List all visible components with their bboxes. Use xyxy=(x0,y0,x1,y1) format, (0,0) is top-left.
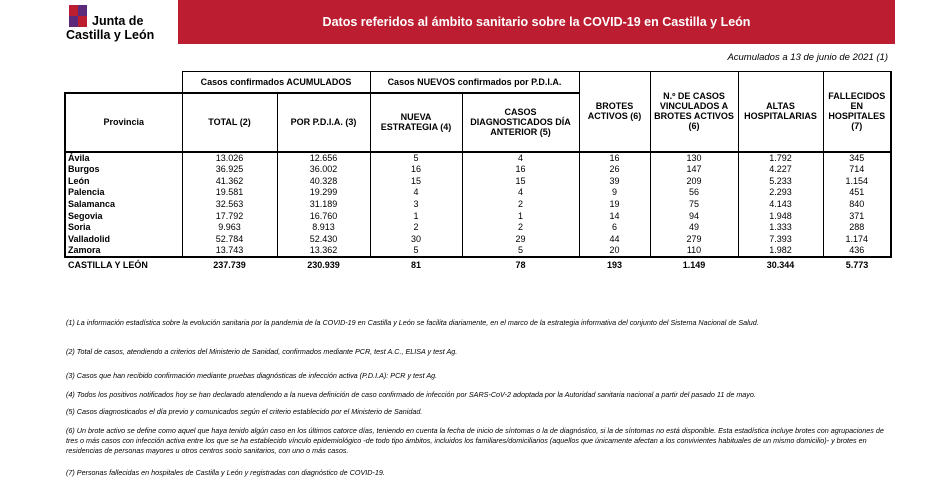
date-note: Acumulados a 13 de junio de 2021 (1) xyxy=(727,52,888,63)
cell-provincia: Palencia xyxy=(65,187,182,199)
cell-fallecidos: 1.174 xyxy=(823,233,891,245)
cell-vinculados: 209 xyxy=(650,175,738,187)
cell-pdia: 16.760 xyxy=(277,210,370,222)
cell-vinculados: 75 xyxy=(650,198,738,210)
cell-provincia: León xyxy=(65,175,182,187)
cell-altas: 4.227 xyxy=(738,163,823,175)
cell-nueva-estrategia: 3 xyxy=(370,198,462,210)
cell-pdia: 40.328 xyxy=(277,175,370,187)
col-header-brotes: BROTES ACTIVOS (6) xyxy=(579,72,650,152)
cell-pdia: 36.002 xyxy=(277,163,370,175)
cell-fallecidos: 288 xyxy=(823,222,891,234)
cell-altas: 5.233 xyxy=(738,175,823,187)
cell-dia-anterior: 2 xyxy=(462,222,579,234)
cell-dia-anterior: 2 xyxy=(462,198,579,210)
cell-altas: 1.948 xyxy=(738,210,823,222)
total-fallecidos: 5.773 xyxy=(845,259,869,270)
col-header-total: TOTAL (2) xyxy=(182,93,277,152)
total-provincia: CASTILLA Y LEÓN xyxy=(68,259,148,270)
cell-vinculados: 94 xyxy=(650,210,738,222)
covid-data-table xyxy=(64,71,892,272)
cell-pdia: 19.299 xyxy=(277,187,370,199)
cell-vinculados: 110 xyxy=(650,245,738,257)
cell-dia-anterior: 16 xyxy=(462,163,579,175)
cell-total: 41.362 xyxy=(182,175,277,187)
table-row xyxy=(65,187,891,199)
cell-nueva-estrategia: 15 xyxy=(370,175,462,187)
total-nueva-estrategia: 81 xyxy=(410,259,421,270)
cell-vinculados: 49 xyxy=(650,222,738,234)
footnote-4: (4) Todos los positivos notificados hoy se han declarado atendiendo a la nueva definición de caso confirmado de infección por SARS-CoV-2 adoptada por la Autoridad sanitaria nacional a partir del pasado 11 de mayo. xyxy=(66,390,756,399)
cell-total: 19.581 xyxy=(182,187,277,199)
cell-provincia: Ávila xyxy=(65,152,182,164)
cell-fallecidos: 1.154 xyxy=(823,175,891,187)
cell-dia-anterior: 1 xyxy=(462,210,579,222)
cell-nueva-estrategia: 2 xyxy=(370,222,462,234)
cell-dia-anterior: 29 xyxy=(462,233,579,245)
cell-total: 9.963 xyxy=(182,222,277,234)
cell-pdia: 12.656 xyxy=(277,152,370,164)
footnote-7: (7) Personas fallecidas en hospitales de Castilla y León y registradas con diagnóstico de COVID-19. xyxy=(66,468,385,477)
table-row xyxy=(65,175,891,187)
cell-total: 36.925 xyxy=(182,163,277,175)
cell-dia-anterior: 5 xyxy=(462,245,579,257)
total-row xyxy=(65,257,891,272)
col-header-pdia: POR P.D.I.A. (3) xyxy=(277,93,370,152)
cell-vinculados: 147 xyxy=(650,163,738,175)
footnote-2: (2) Total de casos, atendiendo a criterios del Ministerio de Sanidad, confirmados mediante PCR, test A.C., ELISA y test Ag. xyxy=(66,347,458,356)
cell-provincia: Segovia xyxy=(65,210,182,222)
table-row xyxy=(65,222,891,234)
footnote-3: (3) Casos que han recibido confirmación mediante pruebas diagnósticas de infección activa (P.D.I.A): PCR y test Ag. xyxy=(66,371,438,380)
page-title-banner xyxy=(178,0,895,44)
footnote-6: (6) Un brote activo se define como aquel que haya tenido algún caso en los últimos catorce días, teniendo en cuenta la fecha de inicio de síntomas o la de diagnóstico, si la de síntomas no está disponible. Esta estadística incluye brotes con agrupaciones de tres o más casos con infección activa entre los que se ha establecido vínculo epidemiológico -de todo tipo ámbitos, incluidos los familiares/domiciliarios (aquellos que únicamente afectan a los convivientes habituales de un mismo domicilio)- y brotes en residencias de personas mayores u otros centros socio sanitarios, con uno o más casos. xyxy=(66,426,884,455)
cell-altas: 1.982 xyxy=(738,245,823,257)
cell-vinculados: 279 xyxy=(650,233,738,245)
cell-pdia: 31.189 xyxy=(277,198,370,210)
cell-brotes: 26 xyxy=(579,163,650,175)
cell-fallecidos: 436 xyxy=(823,245,891,257)
header-blank xyxy=(65,72,182,93)
total-vinculados: 1.149 xyxy=(682,259,706,270)
cell-nueva-estrategia: 5 xyxy=(370,152,462,164)
cell-fallecidos: 345 xyxy=(823,152,891,164)
cell-nueva-estrategia: 5 xyxy=(370,245,462,257)
cell-altas: 1.792 xyxy=(738,152,823,164)
col-header-altas: ALTAS HOSPITALARIAS xyxy=(738,72,823,152)
cell-altas: 7.393 xyxy=(738,233,823,245)
table-row xyxy=(65,245,891,257)
cell-total: 13.026 xyxy=(182,152,277,164)
total-dia-anterior: 78 xyxy=(515,259,526,270)
cell-brotes: 16 xyxy=(579,152,650,164)
logo-line-1: Junta de xyxy=(92,14,144,28)
cell-altas: 4.143 xyxy=(738,198,823,210)
footnote-1: (1) La información estadística sobre la evolución sanitaria por la pandemia de la COVID-19 en Castilla y León se facilita diariamente, en el marco de la estrategia informativa del conjunto del Sistema Nacional de Salud. xyxy=(66,318,759,327)
col-header-nueva-estrategia: NUEVA ESTRATEGIA (4) xyxy=(370,93,462,152)
cell-brotes: 20 xyxy=(579,245,650,257)
cell-brotes: 9 xyxy=(579,187,650,199)
cell-brotes: 6 xyxy=(579,222,650,234)
table-row xyxy=(65,198,891,210)
cell-brotes: 19 xyxy=(579,198,650,210)
table-row xyxy=(65,210,891,222)
cell-pdia: 52.430 xyxy=(277,233,370,245)
cell-dia-anterior: 15 xyxy=(462,175,579,187)
cell-fallecidos: 451 xyxy=(823,187,891,199)
cell-brotes: 44 xyxy=(579,233,650,245)
cell-total: 17.792 xyxy=(182,210,277,222)
cell-provincia: Salamanca xyxy=(65,198,182,210)
cell-total: 32.563 xyxy=(182,198,277,210)
cell-brotes: 39 xyxy=(579,175,650,187)
total-pdia: 230.939 xyxy=(307,259,340,270)
group-header-acumulados: Casos confirmados ACUMULADOS xyxy=(182,72,370,93)
cell-provincia: Burgos xyxy=(65,163,182,175)
table-row xyxy=(65,163,891,175)
cell-vinculados: 56 xyxy=(650,187,738,199)
cell-altas: 1.333 xyxy=(738,222,823,234)
cell-fallecidos: 714 xyxy=(823,163,891,175)
cell-total: 13.743 xyxy=(182,245,277,257)
logo-line-2: Castilla y León xyxy=(66,28,155,42)
total-total: 237.739 xyxy=(213,259,246,270)
cell-nueva-estrategia: 4 xyxy=(370,187,462,199)
cell-nueva-estrategia: 1 xyxy=(370,210,462,222)
cell-altas: 2.293 xyxy=(738,187,823,199)
table-row xyxy=(65,233,891,245)
cell-provincia: Zamora xyxy=(65,245,182,257)
cell-fallecidos: 371 xyxy=(823,210,891,222)
cell-provincia: Valladolid xyxy=(65,233,182,245)
cell-total: 52.784 xyxy=(182,233,277,245)
col-header-fallecidos: FALLECIDOS EN HOSPITALES (7) xyxy=(823,72,891,152)
cell-pdia: 8.913 xyxy=(277,222,370,234)
col-header-dia-anterior: CASOS DIAGNOSTICADOS DÍA ANTERIOR (5) xyxy=(462,93,579,152)
cell-provincia: Soria xyxy=(65,222,182,234)
total-brotes: 193 xyxy=(606,259,623,270)
cell-pdia: 13.362 xyxy=(277,245,370,257)
cell-vinculados: 130 xyxy=(650,152,738,164)
junta-logo xyxy=(64,3,164,43)
page-title: Datos referidos al ámbito sanitario sobre la COVID-19 en Castilla y León xyxy=(322,15,751,29)
coat-of-arms-icon xyxy=(69,5,87,27)
cell-dia-anterior: 4 xyxy=(462,187,579,199)
cell-nueva-estrategia: 16 xyxy=(370,163,462,175)
col-header-vinculados: N.º DE CASOS VINCULADOS A BROTES ACTIVOS (6) xyxy=(650,72,738,152)
cell-nueva-estrategia: 30 xyxy=(370,233,462,245)
table-row xyxy=(65,152,891,164)
group-header-nuevos: Casos NUEVOS confirmados por P.D.I.A. xyxy=(370,72,579,93)
cell-fallecidos: 840 xyxy=(823,198,891,210)
footnote-5: (5) Casos diagnosticados el día previo y comunicados según el criterio establecido por el Ministerio de Sanidad. xyxy=(66,407,423,416)
total-altas: 30.344 xyxy=(766,259,795,270)
col-header-provincia: Provincia xyxy=(65,93,182,152)
cell-brotes: 14 xyxy=(579,210,650,222)
cell-dia-anterior: 4 xyxy=(462,152,579,164)
